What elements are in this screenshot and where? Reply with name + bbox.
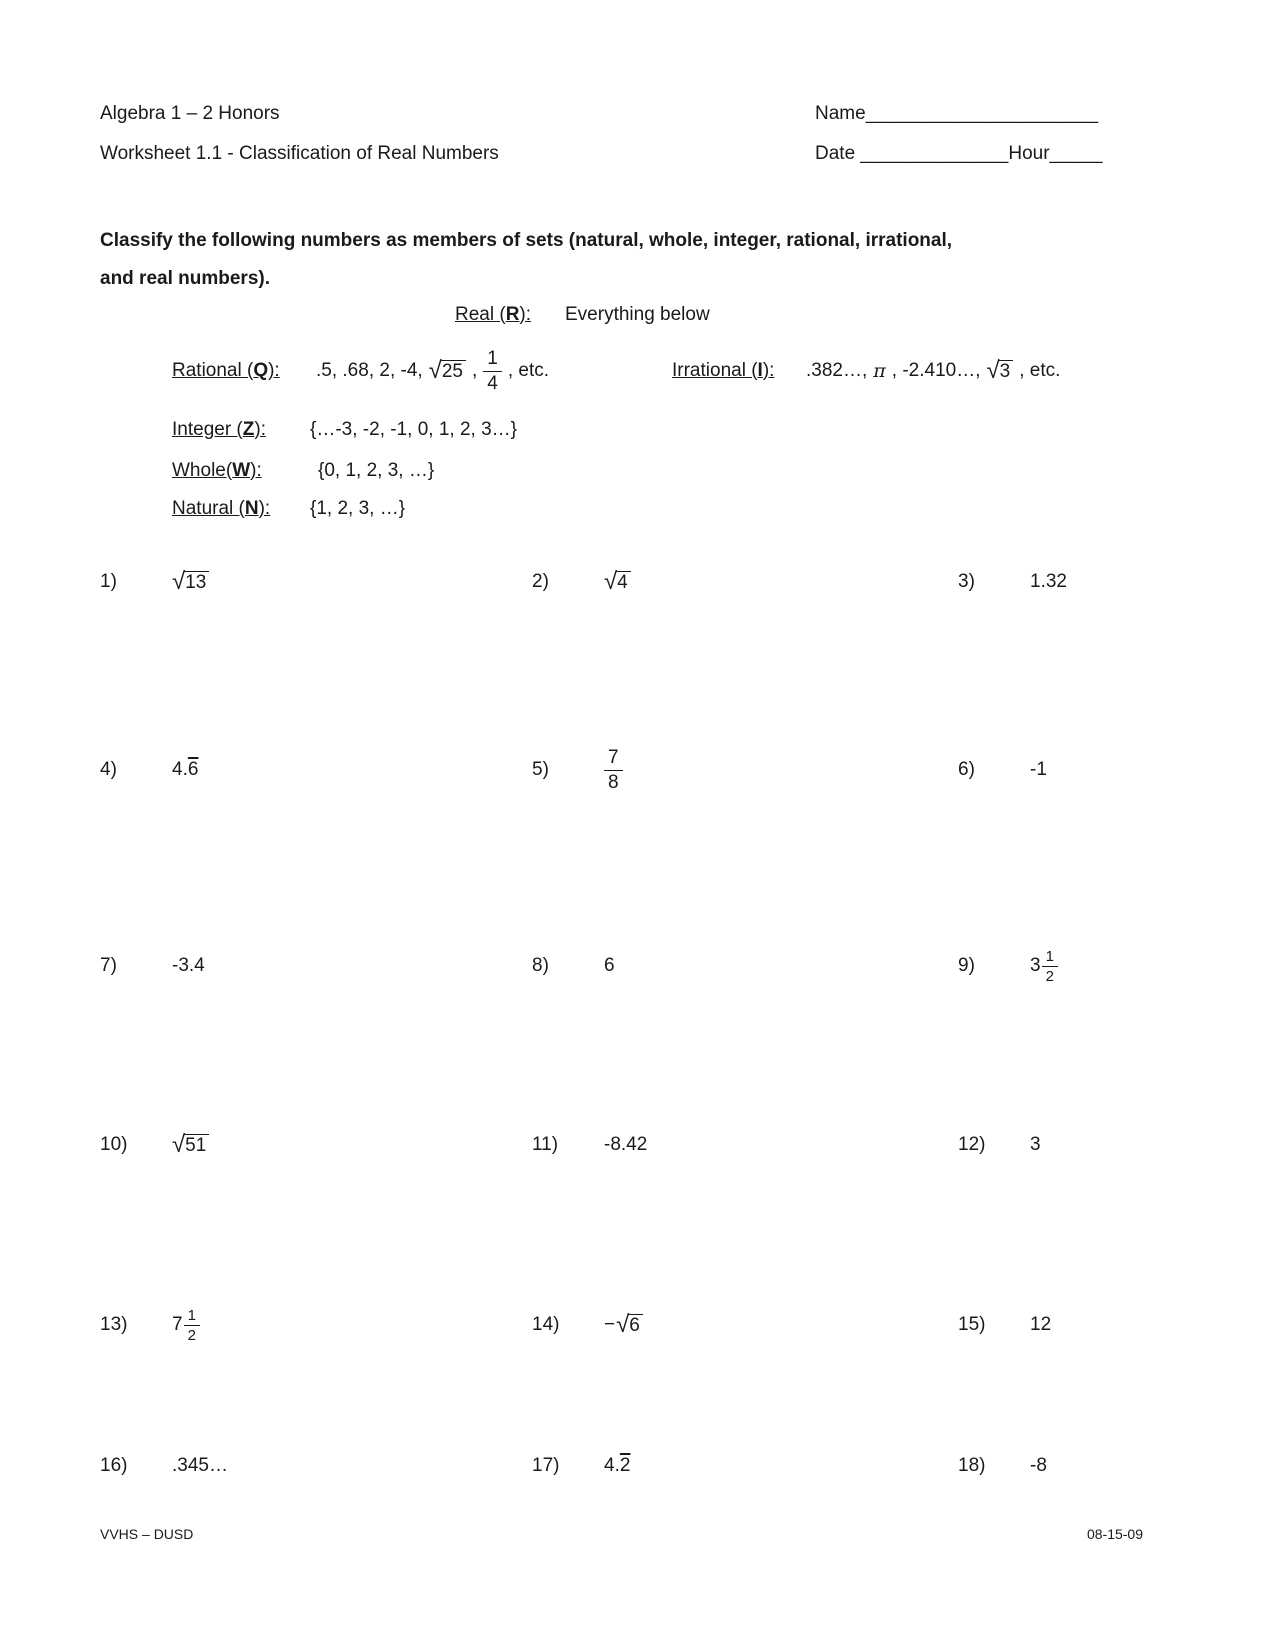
date-blank-line: ______________ <box>860 143 1009 164</box>
problem-1 <box>100 552 209 612</box>
problem-9 <box>958 936 1058 996</box>
date-label: Date <box>815 143 861 164</box>
problem-value: 1.32 <box>1030 571 1067 592</box>
sqrt-radicand: 4 <box>616 571 631 593</box>
problem-number: 11) <box>532 1134 559 1155</box>
problem-3 <box>958 552 1067 612</box>
problem-number: 7) <box>100 955 117 976</box>
irrational-examples-part3: , etc. <box>1019 360 1061 381</box>
mixed-number <box>172 1308 200 1343</box>
problem-7 <box>100 936 205 996</box>
problem-4 <box>100 740 198 800</box>
problem-12 <box>958 1115 1041 1175</box>
problem-number: 4) <box>100 759 117 780</box>
mixed-whole: 3 <box>1030 955 1041 976</box>
problem-number: 8) <box>532 955 549 976</box>
fraction-value: $\frac{1}{2}$ <box>1042 949 1058 984</box>
repeating-decimal: 4.2 <box>604 1455 631 1476</box>
irrational-examples-part2: , -2.410…, <box>891 360 981 381</box>
problem-13 <box>100 1295 200 1355</box>
problem-14 <box>532 1295 643 1355</box>
problem-number: 1) <box>100 571 117 592</box>
sqrt-sign: √ <box>604 568 618 595</box>
whole-set-value: {0, 1, 2, 3, …} <box>318 460 435 481</box>
problem-row-1 <box>0 552 1275 612</box>
footer-school: VVHS – DUSD <box>100 1526 194 1542</box>
sqrt-radicand: 51 <box>184 1134 209 1156</box>
fraction-value: $\frac{7}{8}$ <box>604 748 623 793</box>
sqrt-radicand: 6 <box>628 1314 643 1336</box>
problem-8 <box>532 936 615 996</box>
problem-row-4 <box>0 1115 1275 1175</box>
problem-row-6 <box>0 1436 1275 1496</box>
problem-value: -8 <box>1030 1455 1047 1476</box>
problem-number: 16) <box>100 1455 128 1476</box>
problem-number: 18) <box>958 1455 986 1476</box>
problem-number: 13) <box>100 1314 128 1335</box>
real-set-label: Real (R): <box>455 304 532 325</box>
integer-set-value: {…-3, -2, -1, 0, 1, 2, 3…} <box>310 419 517 440</box>
repeating-digit: 6 <box>187 759 199 780</box>
sqrt-sign: √ <box>428 357 442 384</box>
mixed-number <box>1030 949 1058 984</box>
problem-value: 3 <box>1030 1134 1041 1155</box>
key-whole <box>172 460 434 482</box>
problem-row-5 <box>0 1295 1275 1355</box>
sqrt-expression <box>616 1311 643 1338</box>
problem-value: -3.4 <box>172 955 205 976</box>
name-blank-line: ______________________ <box>865 103 1099 124</box>
mixed-whole: 7 <box>172 1314 183 1335</box>
minus-sign: − <box>604 1314 616 1335</box>
problem-6 <box>958 740 1047 800</box>
problem-value: 12 <box>1030 1314 1052 1335</box>
problem-18 <box>958 1436 1047 1496</box>
problem-row-3 <box>0 936 1275 996</box>
date-hour-field <box>815 143 1102 165</box>
sqrt-3 <box>986 357 1013 384</box>
problem-number: 9) <box>958 955 975 976</box>
repeating-decimal: 4.6 <box>172 759 199 780</box>
name-field <box>815 103 1098 125</box>
hour-blank-line: _____ <box>1049 143 1103 164</box>
repeating-digit: 2 <box>619 1455 631 1476</box>
hour-label: Hour <box>1008 143 1050 164</box>
irrational-examples-part1: .382…, <box>806 360 868 381</box>
integer-set-label: Integer (Z): <box>172 419 266 440</box>
problem-value: -8.42 <box>604 1134 648 1155</box>
key-integer <box>172 419 517 441</box>
whole-set-label: Whole(W): <box>172 460 262 481</box>
problem-number: 10) <box>100 1134 128 1155</box>
irrational-set-label: Irrational (I): <box>672 360 775 381</box>
name-label: Name <box>815 103 866 124</box>
problem-number: 5) <box>532 759 549 780</box>
course-title: Algebra 1 – 2 Honors <box>100 103 280 124</box>
problem-number: 17) <box>532 1455 560 1476</box>
worksheet-title: Worksheet 1.1 - Classification of Real Numbers <box>100 143 499 164</box>
sqrt-expression <box>604 568 631 595</box>
problem-5 <box>532 740 623 800</box>
sqrt-radicand: 25 <box>441 360 466 382</box>
problem-10 <box>100 1115 209 1175</box>
fraction-1-4: $\frac{1}{4}$ <box>483 349 502 394</box>
sqrt-radicand: 13 <box>184 571 209 593</box>
footer-date: 08-15-09 <box>1086 1526 1143 1542</box>
problem-11 <box>532 1115 647 1175</box>
natural-set-label: Natural (N): <box>172 498 271 519</box>
problem-number: 2) <box>532 571 549 592</box>
rational-examples-part2: , etc. <box>507 360 550 381</box>
natural-set-value: {1, 2, 3, …} <box>310 498 406 519</box>
sqrt-sign: √ <box>616 1311 630 1338</box>
sqrt-expression <box>172 568 209 595</box>
problem-2 <box>532 552 631 612</box>
rational-set-label: Rational (Q): <box>172 360 280 381</box>
sqrt-sign: √ <box>172 1131 186 1158</box>
sqrt-radicand: 3 <box>999 360 1014 382</box>
problem-number: 6) <box>958 759 975 780</box>
real-set-description: Everything below <box>565 304 710 325</box>
rational-examples-part1: .5, .68, 2, -4, <box>316 360 423 381</box>
problem-16 <box>100 1436 228 1496</box>
key-irrational <box>672 343 1060 399</box>
rational-separator: , <box>471 360 478 381</box>
instructions <box>100 222 952 298</box>
instructions-line-1: Classify the following numbers as members of sets (natural, whole, integer, rational, irrational, <box>100 230 953 251</box>
fraction-value: $\frac{1}{2}$ <box>184 1308 200 1343</box>
sqrt-sign: √ <box>986 357 1000 384</box>
problem-value: 6 <box>604 955 615 976</box>
problem-15 <box>958 1295 1051 1355</box>
pi-symbol: π <box>873 360 886 382</box>
sqrt-sign: √ <box>172 568 186 595</box>
instructions-line-2: and real numbers). <box>100 268 270 289</box>
key-rational <box>172 343 549 399</box>
problem-row-2 <box>0 740 1275 800</box>
problem-number: 14) <box>532 1314 560 1335</box>
problem-number: 3) <box>958 571 975 592</box>
problem-value: -1 <box>1030 759 1047 780</box>
sqrt-25 <box>428 357 466 384</box>
key-natural <box>172 498 405 520</box>
sqrt-expression <box>172 1131 209 1158</box>
key-real <box>455 304 710 326</box>
problem-number: 15) <box>958 1314 986 1335</box>
problem-value: .345… <box>172 1455 228 1476</box>
problem-17 <box>532 1436 630 1496</box>
problem-number: 12) <box>958 1134 986 1155</box>
